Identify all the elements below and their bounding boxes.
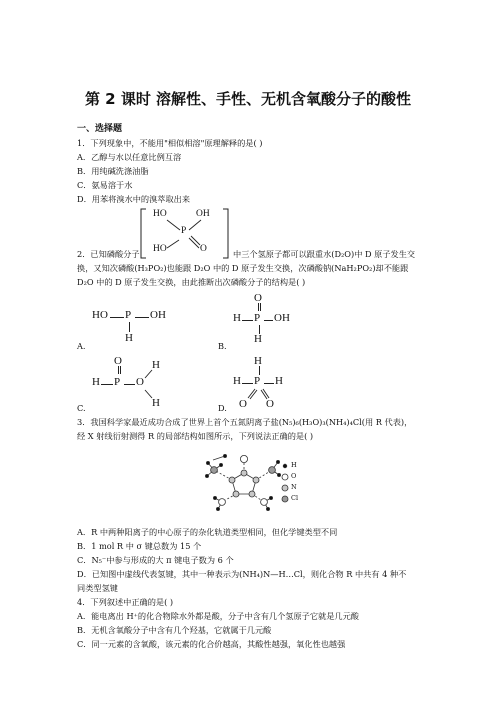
q4-stem: 4．下列叙述中正确的是( ) <box>77 597 174 607</box>
q1-option-a: A．乙醇与水以任意比例互溶 <box>77 152 182 162</box>
atom-p: P <box>254 312 261 324</box>
atom-o: O <box>114 355 122 367</box>
q4-option-c: C．同一元素的含氧酸，该元素的化合价越高，其酸性越强，氧化性也越强 <box>77 639 346 649</box>
legend-h: H <box>291 461 297 469</box>
page-title: 第 2 课时 溶解性、手性、无机含氧酸分子的酸性 <box>84 90 412 108</box>
atom-ho: HO <box>153 209 167 219</box>
q1-option-b: B．用纯碱洗涤油脂 <box>77 166 149 176</box>
q3-option-b: B．1 mol R 中 σ 键总数为 15 个 <box>77 541 202 551</box>
atom-h: H <box>275 375 283 387</box>
legend-cl: Cl <box>291 494 299 502</box>
atom-h: H <box>233 375 241 387</box>
atom-oh: OH <box>196 209 210 219</box>
legend-n: N <box>291 483 297 491</box>
atom-oh: OH <box>150 309 166 321</box>
section-heading: 一、选择题 <box>77 124 123 134</box>
atom-o: O <box>136 376 144 388</box>
q2-label-b: B. <box>218 341 227 351</box>
q1-stem: 1．下列现象中，不能用"相似相溶"原理解释的是( ) <box>77 138 263 148</box>
q3-line2: 经 X 射线衍射测得 R 的局部结构如图所示，下列说法正确的是( ) <box>77 431 314 441</box>
atom-h: H <box>254 355 262 367</box>
q2-line3: D₂O 中的 D 原子发生交换，由此推断出次磷酸分子的结构是( ) <box>77 277 306 287</box>
atom-h: H <box>152 397 160 409</box>
q3-option-d: D．已知图中虚线代表氢键，其中一种表示为(NH₄)N—H…Cl，则化合物 R 中共有 4 种不 <box>77 569 407 579</box>
atom-h: H <box>233 312 241 324</box>
atom-p: P <box>254 375 261 387</box>
atom-o: O <box>254 292 262 304</box>
atom-h: H <box>254 333 262 345</box>
atom-h: H <box>125 332 133 344</box>
atom-o: O <box>266 398 274 410</box>
atom-p: P <box>125 309 132 321</box>
q3-option-c: C．N₅⁻中参与形成的大 π 键电子数为 6 个 <box>77 555 234 565</box>
q4-option-a: A．能电离出 H⁺的化合物除水外都是酸，分子中含有几个氢原子它就是几元酸 <box>77 611 359 621</box>
atom-oh: OH <box>274 312 290 324</box>
q3-option-d-cont: 同类型氢键 <box>77 583 118 593</box>
q2-label-a: A. <box>77 341 86 351</box>
q1-option-c: C．氨易溶于水 <box>77 180 133 190</box>
atom-ho: HO <box>92 309 108 321</box>
atom-o: O <box>239 398 247 410</box>
q2-line2: 换，又知次磷酸(H₃PO₂)也能跟 D₂O 中的 D 原子发生交换，次磷酸钠(NaH₂PO₂)却不能跟 <box>77 263 409 273</box>
q2-line1: 2．已知磷酸分子 <box>77 249 140 259</box>
atom-p: P <box>181 226 187 236</box>
q2-label-d: D. <box>218 403 227 413</box>
atom-ho-2: HO <box>153 244 167 254</box>
atom-h: H <box>152 359 160 371</box>
legend-o: O <box>291 472 297 480</box>
q2-label-c: C. <box>77 403 86 413</box>
q1-option-d: D．用苯将溴水中的溴萃取出来 <box>77 194 191 204</box>
atom-h: H <box>92 376 100 388</box>
q3-option-a: A．R 中两种阳离子的中心原子的杂化轨道类型相同，但化学键类型不同 <box>77 527 338 537</box>
atom-o: O <box>200 244 207 254</box>
q4-option-b: B．无机含氧酸分子中含有几个羟基，它就属于几元酸 <box>77 625 272 635</box>
q2-line1b: 中三个氢原子都可以跟重水(D₂O)中 D 原子发生交 <box>233 249 416 259</box>
q3-line1: 3．我国科学家最近成功合成了世界上首个五氮阴离子盐(N₅)₆(H₃O)₃(NH₄)₄Cl(用 R 代表)， <box>77 417 413 427</box>
atom-p: P <box>114 376 121 388</box>
